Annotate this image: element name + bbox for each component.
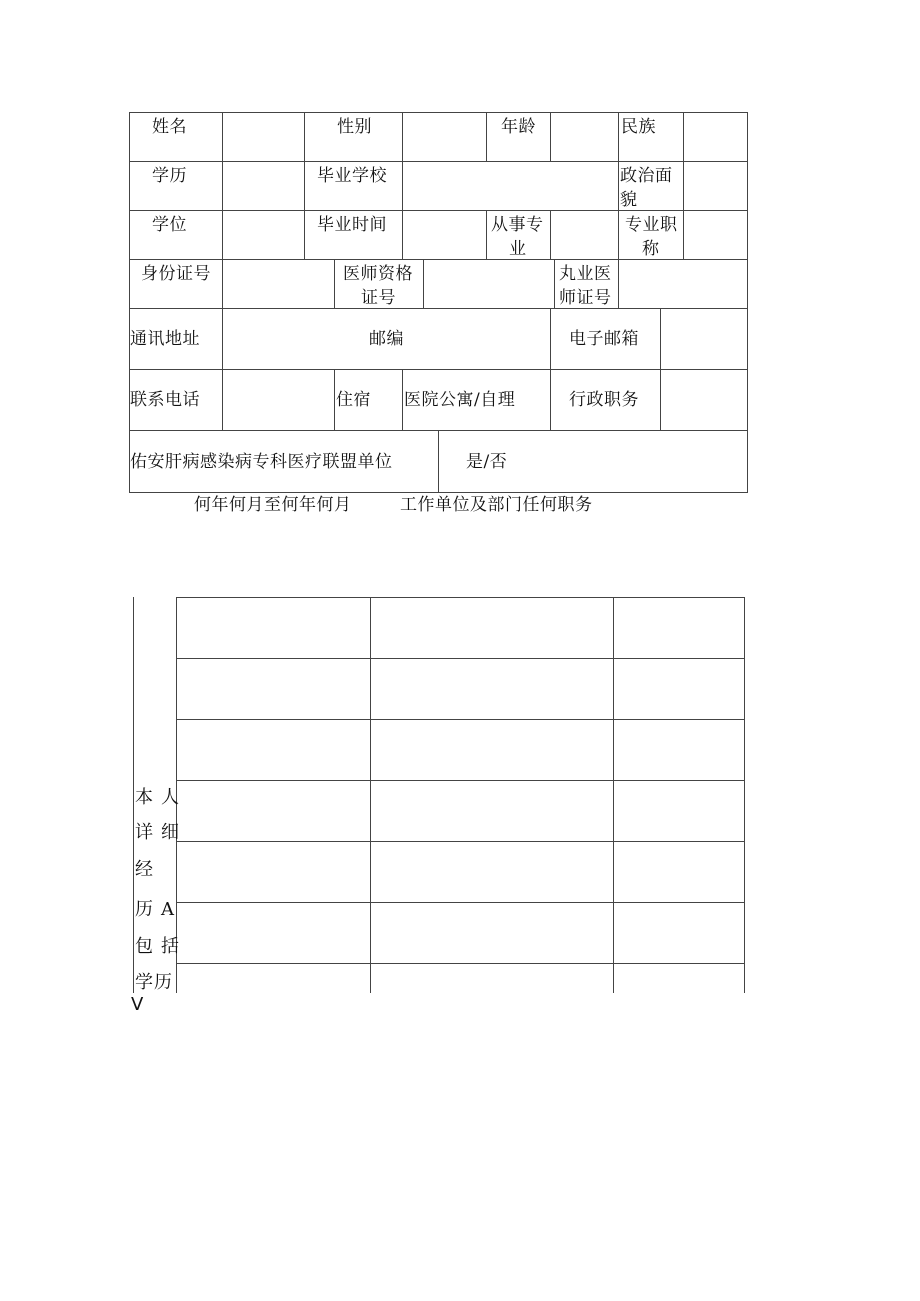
input-alliance[interactable]: 是/否 (438, 430, 747, 492)
exp-label-line-3: 经 (135, 859, 161, 880)
label-grad-time: 毕业时间 (304, 210, 402, 259)
input-profession[interactable] (550, 210, 618, 259)
label-school: 毕业学校 (304, 161, 402, 210)
input-ethnicity[interactable] (683, 112, 747, 161)
input-admin-post[interactable] (660, 369, 747, 430)
label-address: 通讯地址 (129, 308, 222, 369)
exp-period-column[interactable] (177, 598, 369, 992)
label-age: 年龄 (486, 112, 550, 161)
input-political[interactable] (683, 161, 747, 210)
input-title[interactable] (683, 210, 747, 259)
input-id-number[interactable] (222, 259, 334, 308)
label-education: 学历 (129, 161, 222, 210)
exp-left-border (133, 597, 134, 993)
input-school[interactable] (402, 161, 618, 210)
label-political: 政治面 貌 (618, 161, 683, 210)
input-license[interactable] (618, 259, 747, 308)
exp-unit-column[interactable] (371, 598, 612, 992)
label-profession: 从事专 业 (486, 210, 550, 259)
exp-label-line-5: 包括 (135, 936, 187, 957)
exp-right-border (744, 597, 745, 993)
exp-label-line-1: 本人 (135, 787, 187, 808)
label-name: 姓名 (129, 112, 222, 161)
input-gender[interactable] (402, 112, 486, 161)
input-degree[interactable] (222, 210, 304, 259)
label-alliance: 佑安肝病感染病专科医疗联盟单位 (129, 430, 438, 492)
input-qualification[interactable] (423, 259, 554, 308)
header-unit: 工作单位及部门任何职务 (400, 495, 593, 515)
label-degree: 学位 (129, 210, 222, 259)
label-title: 专业职 称 (618, 210, 683, 259)
exp-label-line-2: 详细 (135, 822, 187, 843)
input-phone[interactable] (222, 369, 334, 430)
exp-label-line-4: 历A (135, 899, 182, 920)
input-lodging[interactable]: 医院公寓/自理 (402, 369, 550, 430)
header-period: 何年何月至何年何月 (194, 495, 352, 515)
postcode-label: 邮编 (369, 329, 404, 349)
input-name[interactable] (222, 112, 304, 161)
label-ethnicity: 民族 (618, 112, 683, 161)
input-grad-time[interactable] (402, 210, 486, 259)
label-gender: 性别 (304, 112, 402, 161)
label-lodging: 住宿 (334, 369, 402, 430)
input-age[interactable] (550, 112, 618, 161)
label-phone: 联系电话 (129, 369, 222, 430)
input-email[interactable] (660, 308, 747, 369)
input-education[interactable] (222, 161, 304, 210)
table-right-border (747, 112, 748, 492)
exp-label-line-6: 学历 (135, 972, 173, 993)
label-email: 电子邮箱 (550, 308, 660, 369)
exp-post-column[interactable] (614, 598, 743, 992)
label-id-number: 身份证号 (129, 259, 222, 308)
exp-label-overflow: V (131, 994, 144, 1015)
input-address[interactable] (222, 308, 550, 369)
label-license: 丸业医 师证号 (554, 259, 618, 308)
label-qualification: 医师资格 证号 (334, 259, 423, 308)
label-admin-post: 行政职务 (550, 369, 660, 430)
